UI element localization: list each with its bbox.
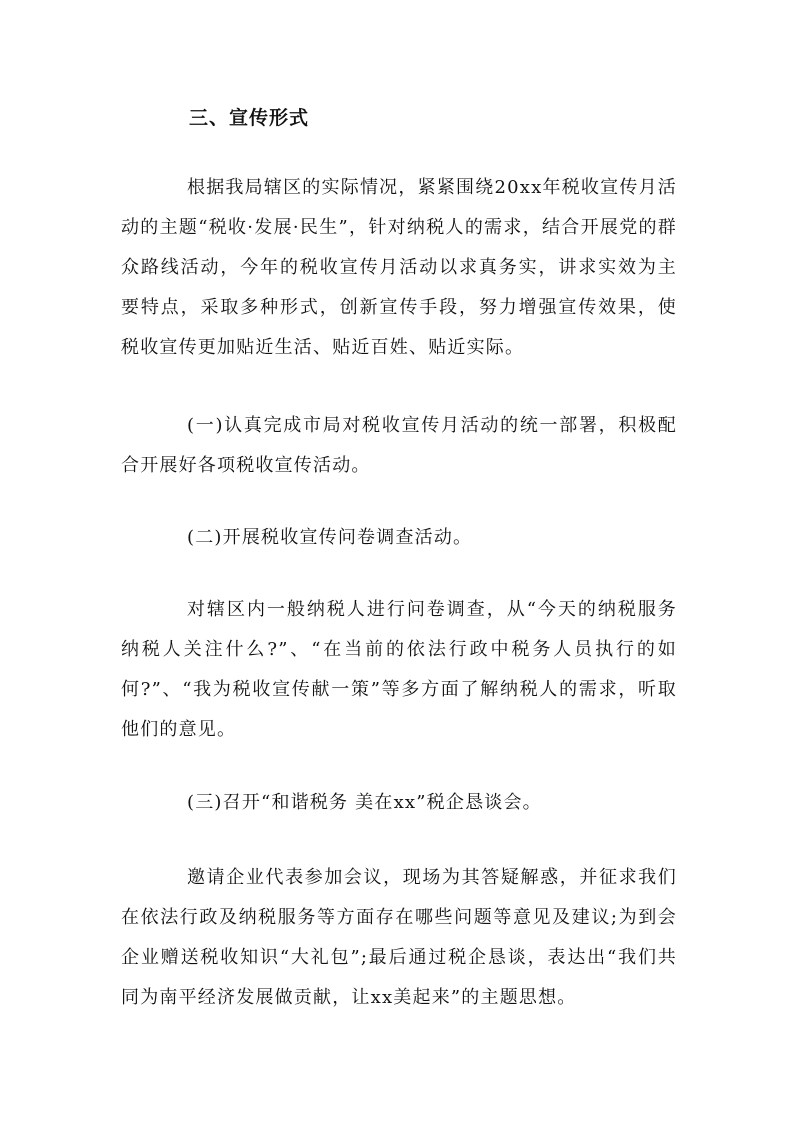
paragraph-item-2: (二)开展税收宣传问卷调查活动。 xyxy=(187,527,473,548)
paragraph-context: 根据我局辖区的实际情况，紧紧围绕20xx年税收宣传月活动的主题“税收·发展·民生”，针对纳税人的需求，结合开展党的群众路线活动，今年的税收宣传月活动以求真务实，讲求实效为主要特点，采取多种形式，创新宣传手段，努力增强宣传效果，使税收宣传更加贴近生活、贴近百姓、贴近实际。 xyxy=(121,177,677,358)
paragraph-meeting: 邀请企业代表参加会议，现场为其答疑解惑，并征求我们在依法行政及纳税服务等方面存在哪些问题等意见及建议;为到会企业赠送税收知识“大礼包”;最后通过税企恳谈，表达出“我们共同为南平经济发展做贡献，让xx美起来”的主题思想。 xyxy=(121,867,677,1008)
section-heading: 三、宣传形式 xyxy=(189,107,310,129)
paragraph-item-1: (一)认真完成市局对税收宣传月活动的统一部署，积极配合开展好各项税收宣传活动。 xyxy=(121,415,677,476)
paragraph-survey: 对辖区内一般纳税人进行问卷调查，从“今天的纳税服务纳税人关注什么?”、“在当前的依法行政中税务人员执行的如何?”、“我为税收宣传献一策”等多方面了解纳税人的需求，听取他们的意见。 xyxy=(121,599,677,740)
paragraph-item-3: (三)召开“和谐税务 美在xx”税企恳谈会。 xyxy=(187,792,542,813)
